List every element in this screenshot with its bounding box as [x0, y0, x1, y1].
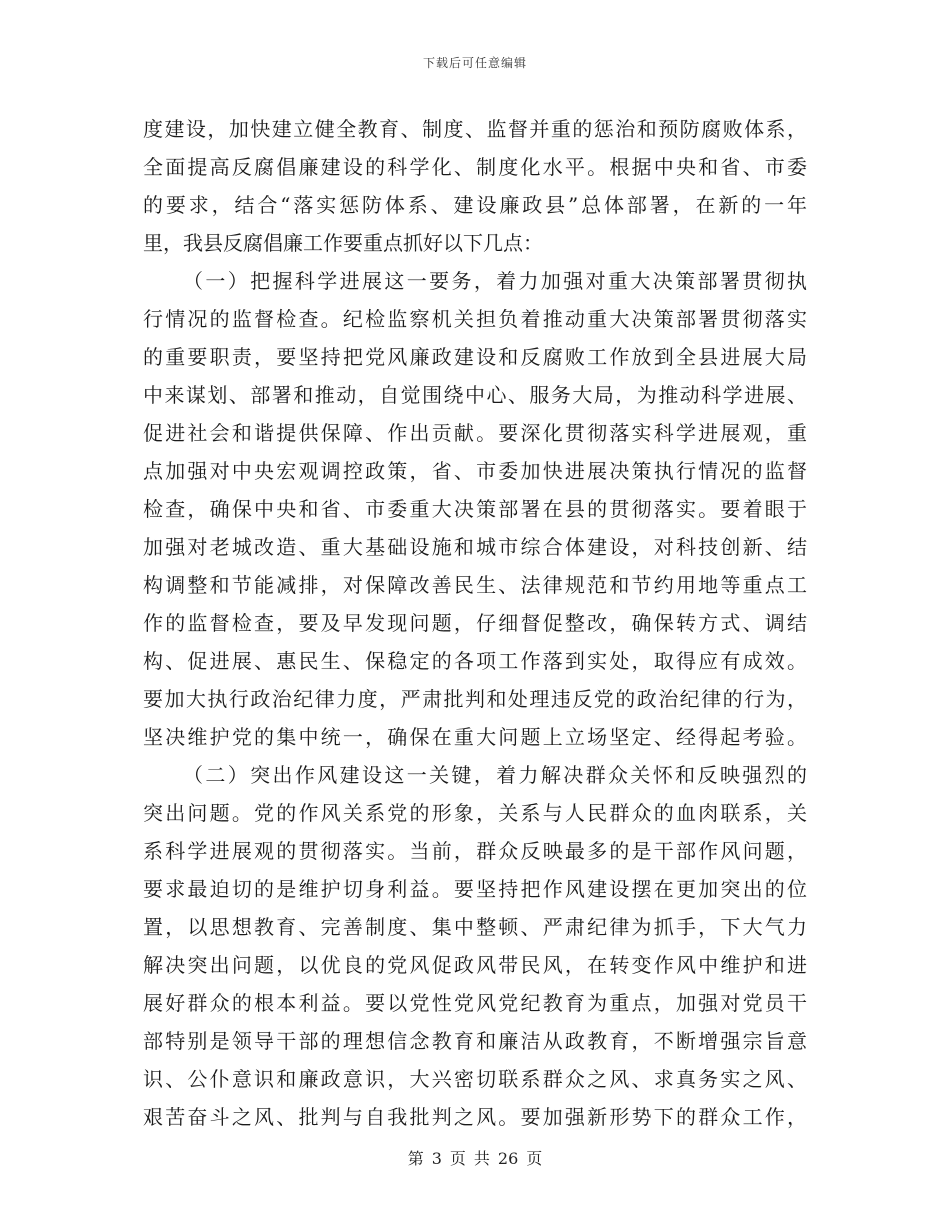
text-line: 加强对老城改造、重大基础设施和城市综合体建设，对科技创新、结	[143, 535, 807, 559]
text-line: 检查，确保中央和省、市委重大决策部署在县的贯彻落实。要着眼于	[143, 497, 807, 521]
text-line: 的重要职责，要坚持把党风廉政建设和反腐败工作放到全县进展大局	[143, 345, 807, 369]
text-line: 作的监督检查，要及早发现问题，仔细督促整改，确保转方式、调结	[143, 611, 807, 635]
total-pages-number: 26	[497, 1149, 519, 1168]
text-line: 构调整和节能减排，对保障改善民生、法律规范和节约用地等重点工	[143, 573, 807, 597]
text-line: （二）突出作风建设这一关键，着力解决群众关怀和反映强烈的	[183, 763, 807, 787]
text-line: 中来谋划、部署和推动，自觉围绕中心、服务大局，为推动科学进展、	[143, 383, 807, 407]
text-line: 要求最迫切的是维护切身利益。要坚持把作风建设摆在更加突出的位	[143, 877, 807, 901]
text-line: 里，我县反腐倡廉工作要重点抓好以下几点：	[143, 231, 543, 255]
text-line: 全面提高反腐倡廉建设的科学化、制度化水平。根据中央和省、市委	[143, 155, 807, 179]
text-line: 识、公仆意识和廉政意识，大兴密切联系群众之风、求真务实之风、	[143, 1067, 807, 1091]
footer-suffix: 页	[526, 1149, 543, 1168]
text-line: 坚决维护党的集中统一，确保在重大问题上立场坚定、经得起考验。	[143, 725, 807, 749]
text-line: 行情况的监督检查。纪检监察机关担负着推动重大决策部署贯彻落实	[143, 307, 807, 331]
text-line: 展好群众的根本利益。要以党性党风党纪教育为重点，加强对党员干	[143, 991, 807, 1015]
footer-total-word: 共	[473, 1149, 490, 1168]
text-line: 点加强对中央宏观调控政策，省、市委加快进展决策执行情况的监督	[143, 459, 807, 483]
text-line: 的要求，结合“落实惩防体系、建设廉政县”总体部署，在新的一年	[143, 193, 807, 217]
text-line: （一）把握科学进展这一要务，着力加强对重大决策部署贯彻执	[183, 269, 807, 293]
page-footer	[0, 1146, 950, 1169]
text-line: 艰苦奋斗之风、批判与自我批判之风。要加强新形势下的群众工作，	[143, 1105, 807, 1129]
text-line: 促进社会和谐提供保障、作出贡献。要深化贯彻落实科学进展观，重	[143, 421, 807, 445]
text-line: 要加大执行政治纪律力度，严肃批判和处理违反党的政治纪律的行为，	[143, 687, 807, 711]
text-line: 构、促进展、惠民生、保稳定的各项工作落到实处，取得应有成效。	[143, 649, 807, 673]
text-line: 系科学进展观的贯彻落实。当前，群众反映最多的是干部作风问题，	[143, 839, 807, 863]
text-line: 置，以思想教育、完善制度、集中整顿、严肃纪律为抓手，下大气力	[143, 915, 807, 939]
footer-prefix: 第	[407, 1149, 424, 1168]
text-line: 度建设，加快建立健全教育、制度、监督并重的惩治和预防腐败体系，	[143, 117, 807, 141]
text-line: 解决突出问题，以优良的党风促政风带民风，在转变作风中维护和进	[143, 953, 807, 977]
text-line: 突出问题。党的作风关系党的形象，关系与人民群众的血肉联系，关	[143, 801, 807, 825]
footer-page-word: 页	[449, 1149, 466, 1168]
page-header-note: 下载后可任意编辑	[422, 56, 527, 70]
document-body	[143, 110, 807, 1136]
text-line: 部特别是领导干部的理想信念教育和廉洁从政教育，不断增强宗旨意	[143, 1029, 807, 1053]
current-page-number: 3	[431, 1149, 442, 1168]
